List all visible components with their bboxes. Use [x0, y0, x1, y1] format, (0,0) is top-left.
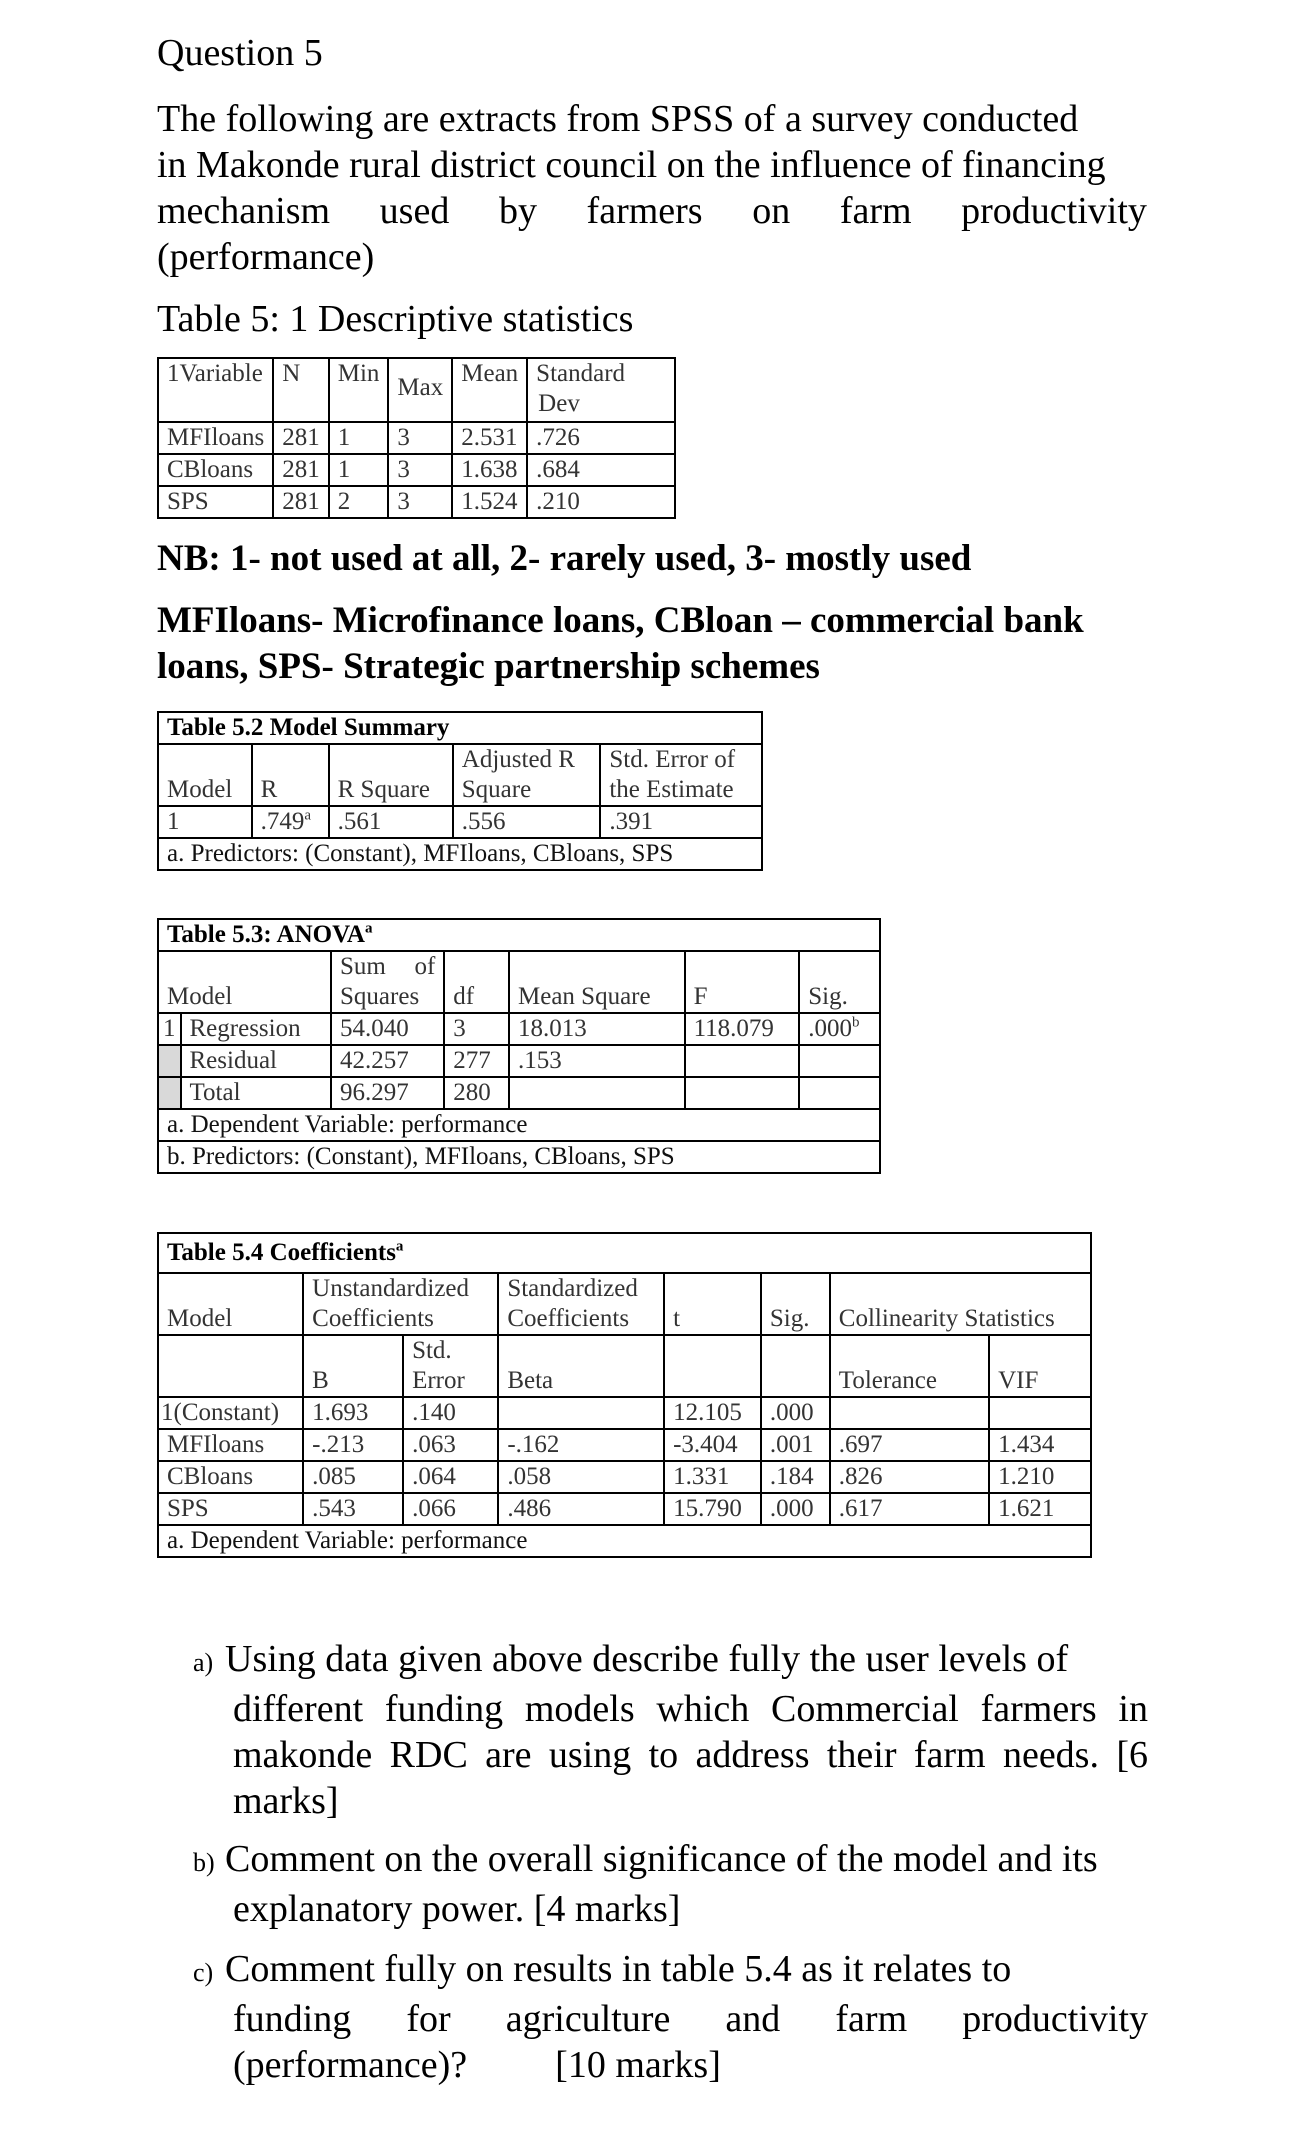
- intro-word: productivity: [961, 190, 1147, 232]
- cell: .000: [761, 1493, 830, 1525]
- abbreviations-line-1: MFIloans- Microfinance loans, CBloan – commercial bank: [157, 600, 1084, 641]
- header-cell: [498, 1273, 664, 1335]
- header-line: Standardized: [507, 1275, 638, 1302]
- intro-word: farmers: [586, 190, 703, 232]
- intro-word: mechanism: [157, 190, 331, 232]
- header-line: the Estimate: [609, 776, 734, 803]
- cell: CBloans: [158, 454, 273, 486]
- header-cell: R Square: [329, 744, 453, 806]
- table1-caption: Table 5: 1 Descriptive statistics: [157, 298, 634, 340]
- cell: -3.404: [664, 1429, 761, 1461]
- header-line: Coefficients: [312, 1305, 434, 1332]
- question-label: b): [193, 1848, 215, 1877]
- cell: [799, 1045, 880, 1077]
- table-footnote: a. Predictors: (Constant), MFIloans, CBloans, SPS: [158, 838, 762, 870]
- cell: .153: [509, 1045, 685, 1077]
- cell: 281: [273, 422, 329, 454]
- question-text: Comment fully on results in table 5.4 as it relates to: [225, 1948, 1012, 1990]
- header-cell: VIF: [989, 1335, 1091, 1397]
- header-cell: Max: [388, 358, 452, 422]
- cell: .826: [830, 1461, 989, 1493]
- cell: .066: [403, 1493, 498, 1525]
- intro-word: farm: [839, 190, 912, 232]
- cell-value: .000: [808, 1015, 852, 1042]
- caption-row: [158, 919, 880, 951]
- footnote-row: [158, 1525, 1091, 1557]
- header-cell: [527, 358, 675, 422]
- table-row: [158, 1045, 880, 1077]
- cell: 1.638: [452, 454, 527, 486]
- cell: Regression: [181, 1013, 332, 1045]
- question-text: Using data given above describe fully the user levels of: [225, 1638, 1069, 1680]
- table-row: [158, 806, 762, 838]
- table-row: [158, 1461, 1091, 1493]
- table-row: [158, 1013, 880, 1045]
- header-cell: B: [303, 1335, 403, 1397]
- cell: 1.331: [664, 1461, 761, 1493]
- superscript: a: [364, 920, 373, 937]
- header-word: of: [414, 953, 436, 980]
- cell: .085: [303, 1461, 403, 1493]
- caption-text: Table 5.4 Coefficients: [167, 1239, 396, 1266]
- cell: 1.693: [303, 1397, 403, 1429]
- question-a: [193, 1636, 1148, 1824]
- header-cell: t: [664, 1273, 761, 1335]
- question-b: [193, 1836, 1148, 1932]
- cell: 1.621: [989, 1493, 1091, 1525]
- intro-line: [157, 188, 1147, 234]
- cell: 12.105: [664, 1397, 761, 1429]
- table-row: [158, 1429, 1091, 1461]
- cell: 1.524: [452, 486, 527, 518]
- cell: 54.040: [331, 1013, 444, 1045]
- header-cell: [331, 951, 444, 1013]
- cell: 3: [388, 454, 452, 486]
- header-cell: Model: [158, 951, 331, 1013]
- header-word: Sum: [340, 953, 386, 980]
- table-header-row: [158, 744, 762, 806]
- cell: .064: [403, 1461, 498, 1493]
- cell: [158, 1045, 181, 1077]
- anova-table: [157, 918, 881, 1174]
- cell: .140: [403, 1397, 498, 1429]
- cell: 96.297: [331, 1077, 444, 1109]
- cell: 1: [329, 422, 389, 454]
- header-line: Standard: [536, 360, 626, 387]
- nb-note: NB: 1- not used at all, 2- rarely used, 3- mostly used: [157, 538, 972, 579]
- header-cell: Min: [329, 358, 389, 422]
- cell: 1: [158, 1013, 181, 1045]
- header-cell: Beta: [498, 1335, 664, 1397]
- header-cell: Sig.: [799, 951, 880, 1013]
- cell: 118.079: [685, 1013, 800, 1045]
- table-footnote: a. Dependent Variable: performance: [158, 1109, 880, 1141]
- cell: [799, 1013, 880, 1045]
- table-row: [158, 454, 675, 486]
- cell: 2: [329, 486, 389, 518]
- header-cell: [600, 744, 762, 806]
- descriptive-stats-table: [157, 357, 676, 519]
- coefficients-table: [157, 1232, 1092, 1558]
- cell: .543: [303, 1493, 403, 1525]
- intro-line: in Makonde rural district council on the influence of financing: [157, 144, 1106, 186]
- cell: MFIloans: [158, 422, 273, 454]
- header-cell: R: [252, 744, 329, 806]
- cell: [799, 1077, 880, 1109]
- cell: 281: [273, 454, 329, 486]
- intro-word: on: [752, 190, 791, 232]
- cell: 3: [444, 1013, 509, 1045]
- cell: Residual: [181, 1045, 332, 1077]
- table-footnote: a. Dependent Variable: performance: [158, 1525, 1091, 1557]
- table-caption: [158, 919, 880, 951]
- intro-paragraph: [157, 96, 1147, 280]
- caption-row: [158, 712, 762, 744]
- caption-row: [158, 1233, 1091, 1273]
- cell: 2.531: [452, 422, 527, 454]
- header-cell: Model: [158, 744, 252, 806]
- header-cell: N: [273, 358, 329, 422]
- cell: 277: [444, 1045, 509, 1077]
- cell: [989, 1397, 1091, 1429]
- header-line: Squares: [340, 983, 420, 1010]
- table-row: [158, 1493, 1091, 1525]
- cell: SPS: [158, 486, 273, 518]
- cell: -.162: [498, 1429, 664, 1461]
- table-row: [158, 1077, 880, 1109]
- header-cell: 1Variable: [158, 358, 273, 422]
- header-cell: Tolerance: [830, 1335, 989, 1397]
- cell: 280: [444, 1077, 509, 1109]
- header-cell: F: [685, 951, 800, 1013]
- cell: [830, 1397, 989, 1429]
- table-row: [158, 486, 675, 518]
- header-cell: Collinearity Statistics: [830, 1273, 1091, 1335]
- table-subheader-row: [158, 1335, 1091, 1397]
- cell: 3: [388, 486, 452, 518]
- intro-line: (performance): [157, 236, 375, 278]
- cell: [158, 1077, 181, 1109]
- superscript: a: [304, 807, 312, 824]
- superscript: a: [395, 1238, 404, 1255]
- cell: 1.210: [989, 1461, 1091, 1493]
- cell: 1(Constant): [158, 1397, 303, 1429]
- cell: 1: [158, 806, 252, 838]
- cell: .726: [527, 422, 675, 454]
- cell: .058: [498, 1461, 664, 1493]
- cell: 1: [329, 454, 389, 486]
- header-cell: [664, 1335, 761, 1397]
- question-text-end: (performance)?: [233, 2044, 468, 2086]
- header-line: Square: [461, 776, 532, 803]
- header-line: Error: [412, 1367, 465, 1394]
- header-line: Adjusted R: [461, 746, 575, 773]
- cell: 3: [388, 422, 452, 454]
- question-label: c): [193, 1958, 214, 1987]
- table-caption: Table 5.2 Model Summary: [158, 712, 762, 744]
- header-cell: [158, 1335, 303, 1397]
- cell: 15.790: [664, 1493, 761, 1525]
- cell: [252, 806, 329, 838]
- question-c: [193, 1946, 1148, 2088]
- cell: 281: [273, 486, 329, 518]
- cell: .684: [527, 454, 675, 486]
- cell: .063: [403, 1429, 498, 1461]
- header-cell: [303, 1273, 498, 1335]
- header-cell: [403, 1335, 498, 1397]
- question-text: Comment on the overall significance of the model and its: [225, 1838, 1098, 1880]
- question-text-continued: funding for agriculture and farm productivity: [233, 1998, 1148, 2040]
- superscript: b: [851, 1014, 860, 1031]
- caption-text: Table 5.3: ANOVA: [167, 921, 365, 948]
- header-line: [340, 952, 435, 982]
- header-cell: Sig.: [761, 1273, 830, 1335]
- header-line: Unstandardized: [312, 1275, 470, 1302]
- cell: .001: [761, 1429, 830, 1461]
- cell: .617: [830, 1493, 989, 1525]
- cell: CBloans: [158, 1461, 303, 1493]
- cell: .000: [761, 1397, 830, 1429]
- question-marks: [10 marks]: [555, 2044, 721, 2086]
- model-summary-table: [157, 711, 763, 871]
- cell: [498, 1397, 664, 1429]
- header-line: Coefficients: [507, 1305, 630, 1332]
- footnote-row: [158, 1141, 880, 1173]
- cell: SPS: [158, 1493, 303, 1525]
- header-line: Std.: [412, 1337, 452, 1364]
- abbreviations-line-2: loans, SPS- Strategic partnership schemes: [157, 646, 820, 687]
- header-cell: Model: [158, 1273, 303, 1335]
- header-cell: df: [444, 951, 509, 1013]
- cell-value: .749: [260, 808, 305, 835]
- header-cell: Mean: [452, 358, 527, 422]
- cell: .561: [329, 806, 453, 838]
- header-line: Std. Error of: [609, 746, 736, 773]
- intro-line: The following are extracts from SPSS of a survey conducted: [157, 98, 1079, 140]
- footnote-row: [158, 1109, 880, 1141]
- cell: Total: [181, 1077, 332, 1109]
- header-cell: [761, 1335, 830, 1397]
- cell: [685, 1045, 800, 1077]
- cell: -.213: [303, 1429, 403, 1461]
- header-line: Dev: [538, 390, 580, 417]
- cell: .697: [830, 1429, 989, 1461]
- table-header-row: [158, 358, 675, 422]
- cell: 18.013: [509, 1013, 685, 1045]
- cell: .210: [527, 486, 675, 518]
- cell: [509, 1077, 685, 1109]
- cell: 1.434: [989, 1429, 1091, 1461]
- cell: .391: [600, 806, 762, 838]
- intro-word: by: [498, 190, 537, 232]
- question-text-continued: explanatory power. [4 marks]: [233, 1888, 681, 1930]
- footnote-row: [158, 838, 762, 870]
- intro-word: used: [379, 190, 450, 232]
- table-footnote: b. Predictors: (Constant), MFIloans, CBloans, SPS: [158, 1141, 880, 1173]
- cell: .184: [761, 1461, 830, 1493]
- cell: [685, 1077, 800, 1109]
- question-text-last: [193, 2042, 1148, 2088]
- cell: .556: [453, 806, 601, 838]
- question-text-continued: different funding models which Commercial farmers in makonde RDC are using to address their farm needs. [6 marks]: [233, 1688, 1148, 1822]
- question-label: a): [193, 1648, 214, 1677]
- header-cell: [453, 744, 601, 806]
- cell: .486: [498, 1493, 664, 1525]
- table-row: [158, 1397, 1091, 1429]
- header-cell: Mean Square: [509, 951, 685, 1013]
- table-header-row: [158, 951, 880, 1013]
- table-row: [158, 422, 675, 454]
- question-heading: Question 5: [157, 32, 323, 74]
- cell: MFIloans: [158, 1429, 303, 1461]
- table-header-row: [158, 1273, 1091, 1335]
- cell: 42.257: [331, 1045, 444, 1077]
- table-caption: [158, 1233, 1091, 1273]
